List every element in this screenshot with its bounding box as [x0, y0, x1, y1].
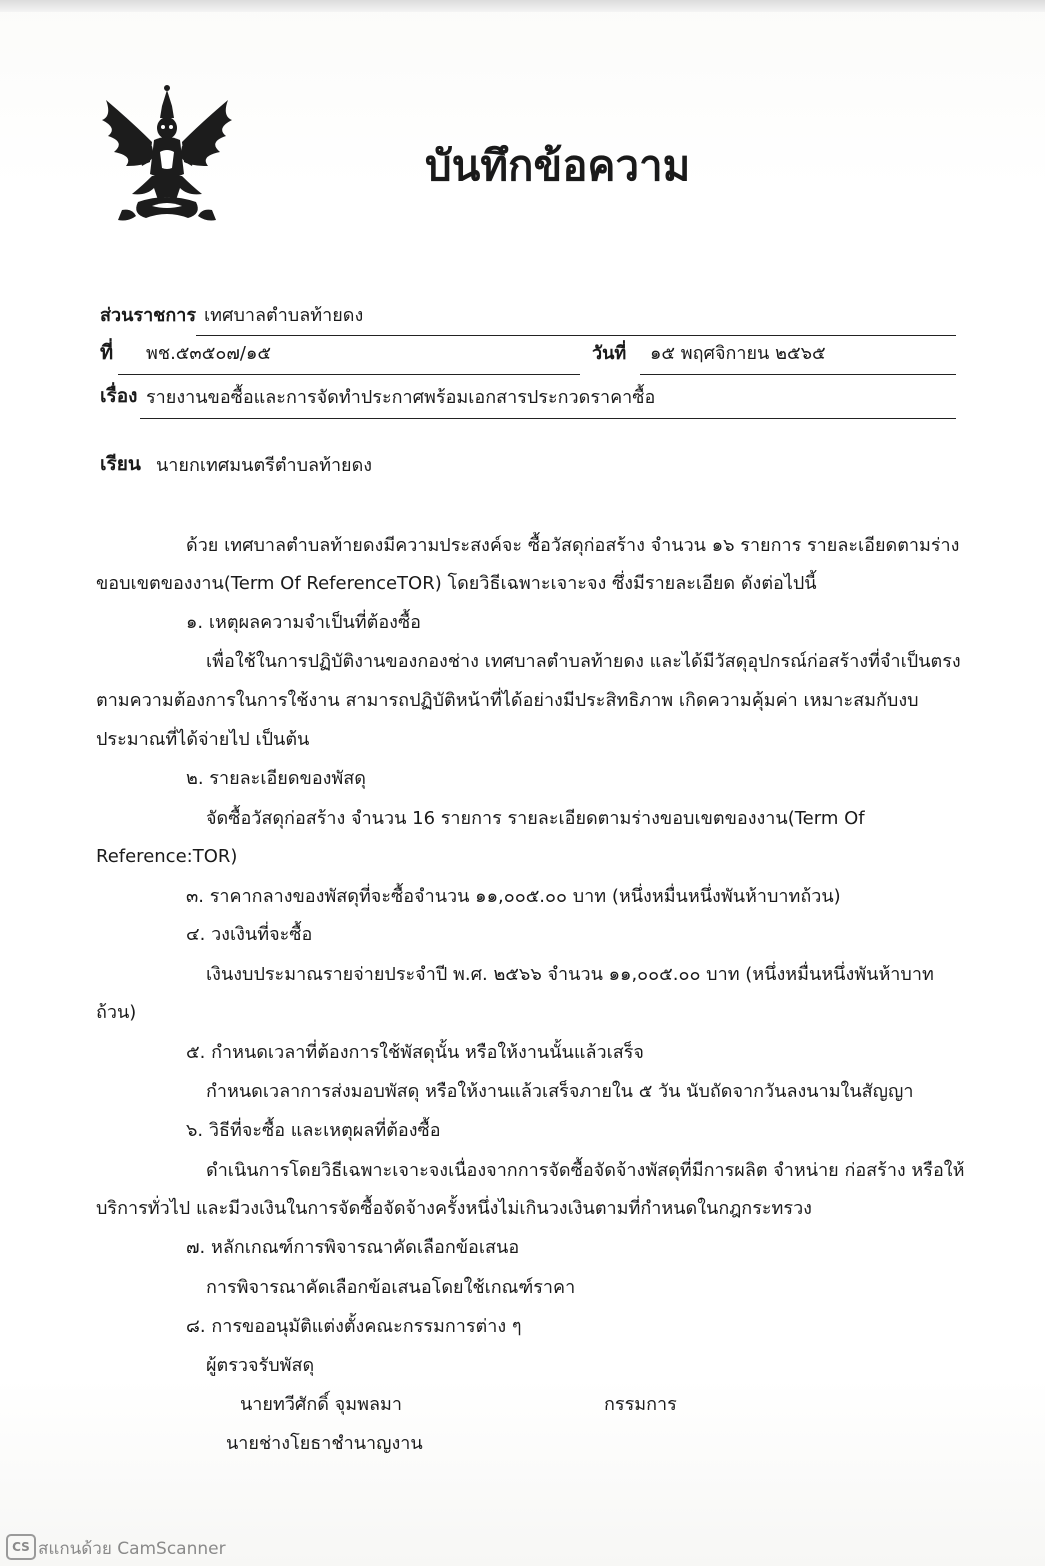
section-2-heading: ๒. รายละเอียดของพัสดุ [186, 768, 366, 789]
section-6-line-2: บริการทั่วไป และมีวงเงินในการจัดซื้อจัดจ้างครั้งหนึ่งไม่เกินวงเงินตามที่กำหนดในกฎกระทรวง [96, 1198, 812, 1219]
camscanner-watermark: สแกนด้วย CamScanner [38, 1539, 226, 1559]
section-8-heading: ๘. การขออนุมัติแต่งตั้งคณะกรรมการต่าง ๆ [186, 1316, 522, 1337]
section-6-heading: ๖. วิธีที่จะซื้อ และเหตุผลที่ต้องซื้อ [186, 1120, 441, 1141]
committee-member-position: นายช่างโยธาชำนาญงาน [226, 1433, 423, 1454]
section-3-heading: ๓. ราคากลางของพัสดุที่จะซื้อจำนวน ๑๑,๐๐๕.๐๐ บาท (หนึ่งหมื่นหนึ่งพันห้าบาทถ้วน) [186, 886, 841, 907]
intro-line-1: ด้วย เทศบาลตำบลท้ายดงมีความประสงค์จะ ซื้อวัสดุก่อสร้าง จำนวน ๑๖ รายการ รายละเอียดตามร่าง [186, 535, 960, 556]
dept-value: เทศบาลตำบลท้ายดง [204, 305, 364, 326]
section-4-line-2: ถ้วน) [96, 1002, 137, 1023]
ref-label: ที่ [100, 340, 114, 364]
section-8-subheading: ผู้ตรวจรับพัสดุ [206, 1355, 315, 1376]
section-1-heading: ๑. เหตุผลความจำเป็นที่ต้องซื้อ [186, 612, 421, 633]
section-4-heading: ๔. วงเงินที่จะซื้อ [186, 924, 313, 945]
date-underline [640, 374, 956, 375]
section-7-heading: ๗. หลักเกณฑ์การพิจารณาคัดเลือกข้อเสนอ [186, 1237, 520, 1258]
section-4-line-1: เงินงบประมาณรายจ่ายประจำปี พ.ศ. ๒๕๖๖ จำนวน ๑๑,๐๐๕.๐๐ บาท (หนึ่งหมื่นหนึ่งพันห้าบาท [206, 964, 934, 985]
section-1-line-2: ตามความต้องการในการใช้งาน สามารถปฏิบัติหน้าที่ได้อย่างมีประสิทธิภาพ เกิดความคุ้มค่า เหมาะสมกับงบ [96, 690, 919, 711]
dept-label: ส่วนราชการ [100, 305, 197, 326]
section-1-line-3: ประมาณที่ได้จ่ายไป เป็นต้น [96, 729, 310, 750]
memo-title: บันทึกข้อความ [425, 141, 691, 190]
subject-label: เรื่อง [100, 385, 138, 407]
camscanner-logo-icon: CS [6, 1534, 36, 1560]
to-label: เรียน [100, 453, 141, 475]
section-7-line-1: การพิจารณาคัดเลือกข้อเสนอโดยใช้เกณฑ์ราคา [206, 1277, 576, 1298]
garuda-emblem-icon [92, 82, 242, 237]
date-label: วันที่ [592, 343, 627, 364]
committee-member-name: นายทวีศักดิ์ จุมพลมา [240, 1394, 402, 1415]
ref-underline [118, 374, 580, 375]
section-2-line-1: จัดซื้อวัสดุก่อสร้าง จำนวน 16 รายการ รายละเอียดตามร่างขอบเขตของงาน(Term Of [206, 808, 865, 829]
subject-underline [140, 418, 956, 419]
committee-member-role: กรรมการ [604, 1394, 677, 1415]
scan-top-edge [0, 0, 1045, 12]
to-value: นายกเทศมนตรีตำบลท้ายดง [156, 455, 373, 476]
subject-value: รายงานขอซื้อและการจัดทำประกาศพร้อมเอกสารประกวดราคาซื้อ [146, 387, 656, 408]
intro-line-2: ขอบเขตของงาน(Term Of ReferenceTOR) โดยวิธีเฉพาะเจาะจง ซึ่งมีรายละเอียด ดังต่อไปนี้ [96, 573, 817, 594]
dept-underline [196, 335, 956, 336]
ref-value: พช.๕๓๕๐๗/๑๕ [146, 343, 271, 364]
date-value: ๑๕ พฤศจิกายน ๒๕๖๕ [650, 343, 826, 364]
section-6-line-1: ดำเนินการโดยวิธีเฉพาะเจาะจงเนื่องจากการจัดซื้อจัดจ้างพัสดุที่มีการผลิต จำหน่าย ก่อสร้าง หรือให้ [206, 1160, 965, 1181]
section-5-heading: ๕. กำหนดเวลาที่ต้องการใช้พัสดุนั้น หรือให้งานนั้นแล้วเสร็จ [186, 1042, 644, 1063]
section-1-line-1: เพื่อใช้ในการปฏิบัติงานของกองช่าง เทศบาลตำบลท้ายดง และได้มีวัสดุอุปกรณ์ก่อสร้างที่จำเป็นตรง [206, 651, 961, 672]
section-5-line-1: กำหนดเวลาการส่งมอบพัสดุ หรือให้งานแล้วเสร็จภายใน ๕ วัน นับถัดจากวันลงนามในสัญญา [206, 1081, 914, 1102]
section-2-line-2: Reference:TOR) [96, 846, 238, 867]
